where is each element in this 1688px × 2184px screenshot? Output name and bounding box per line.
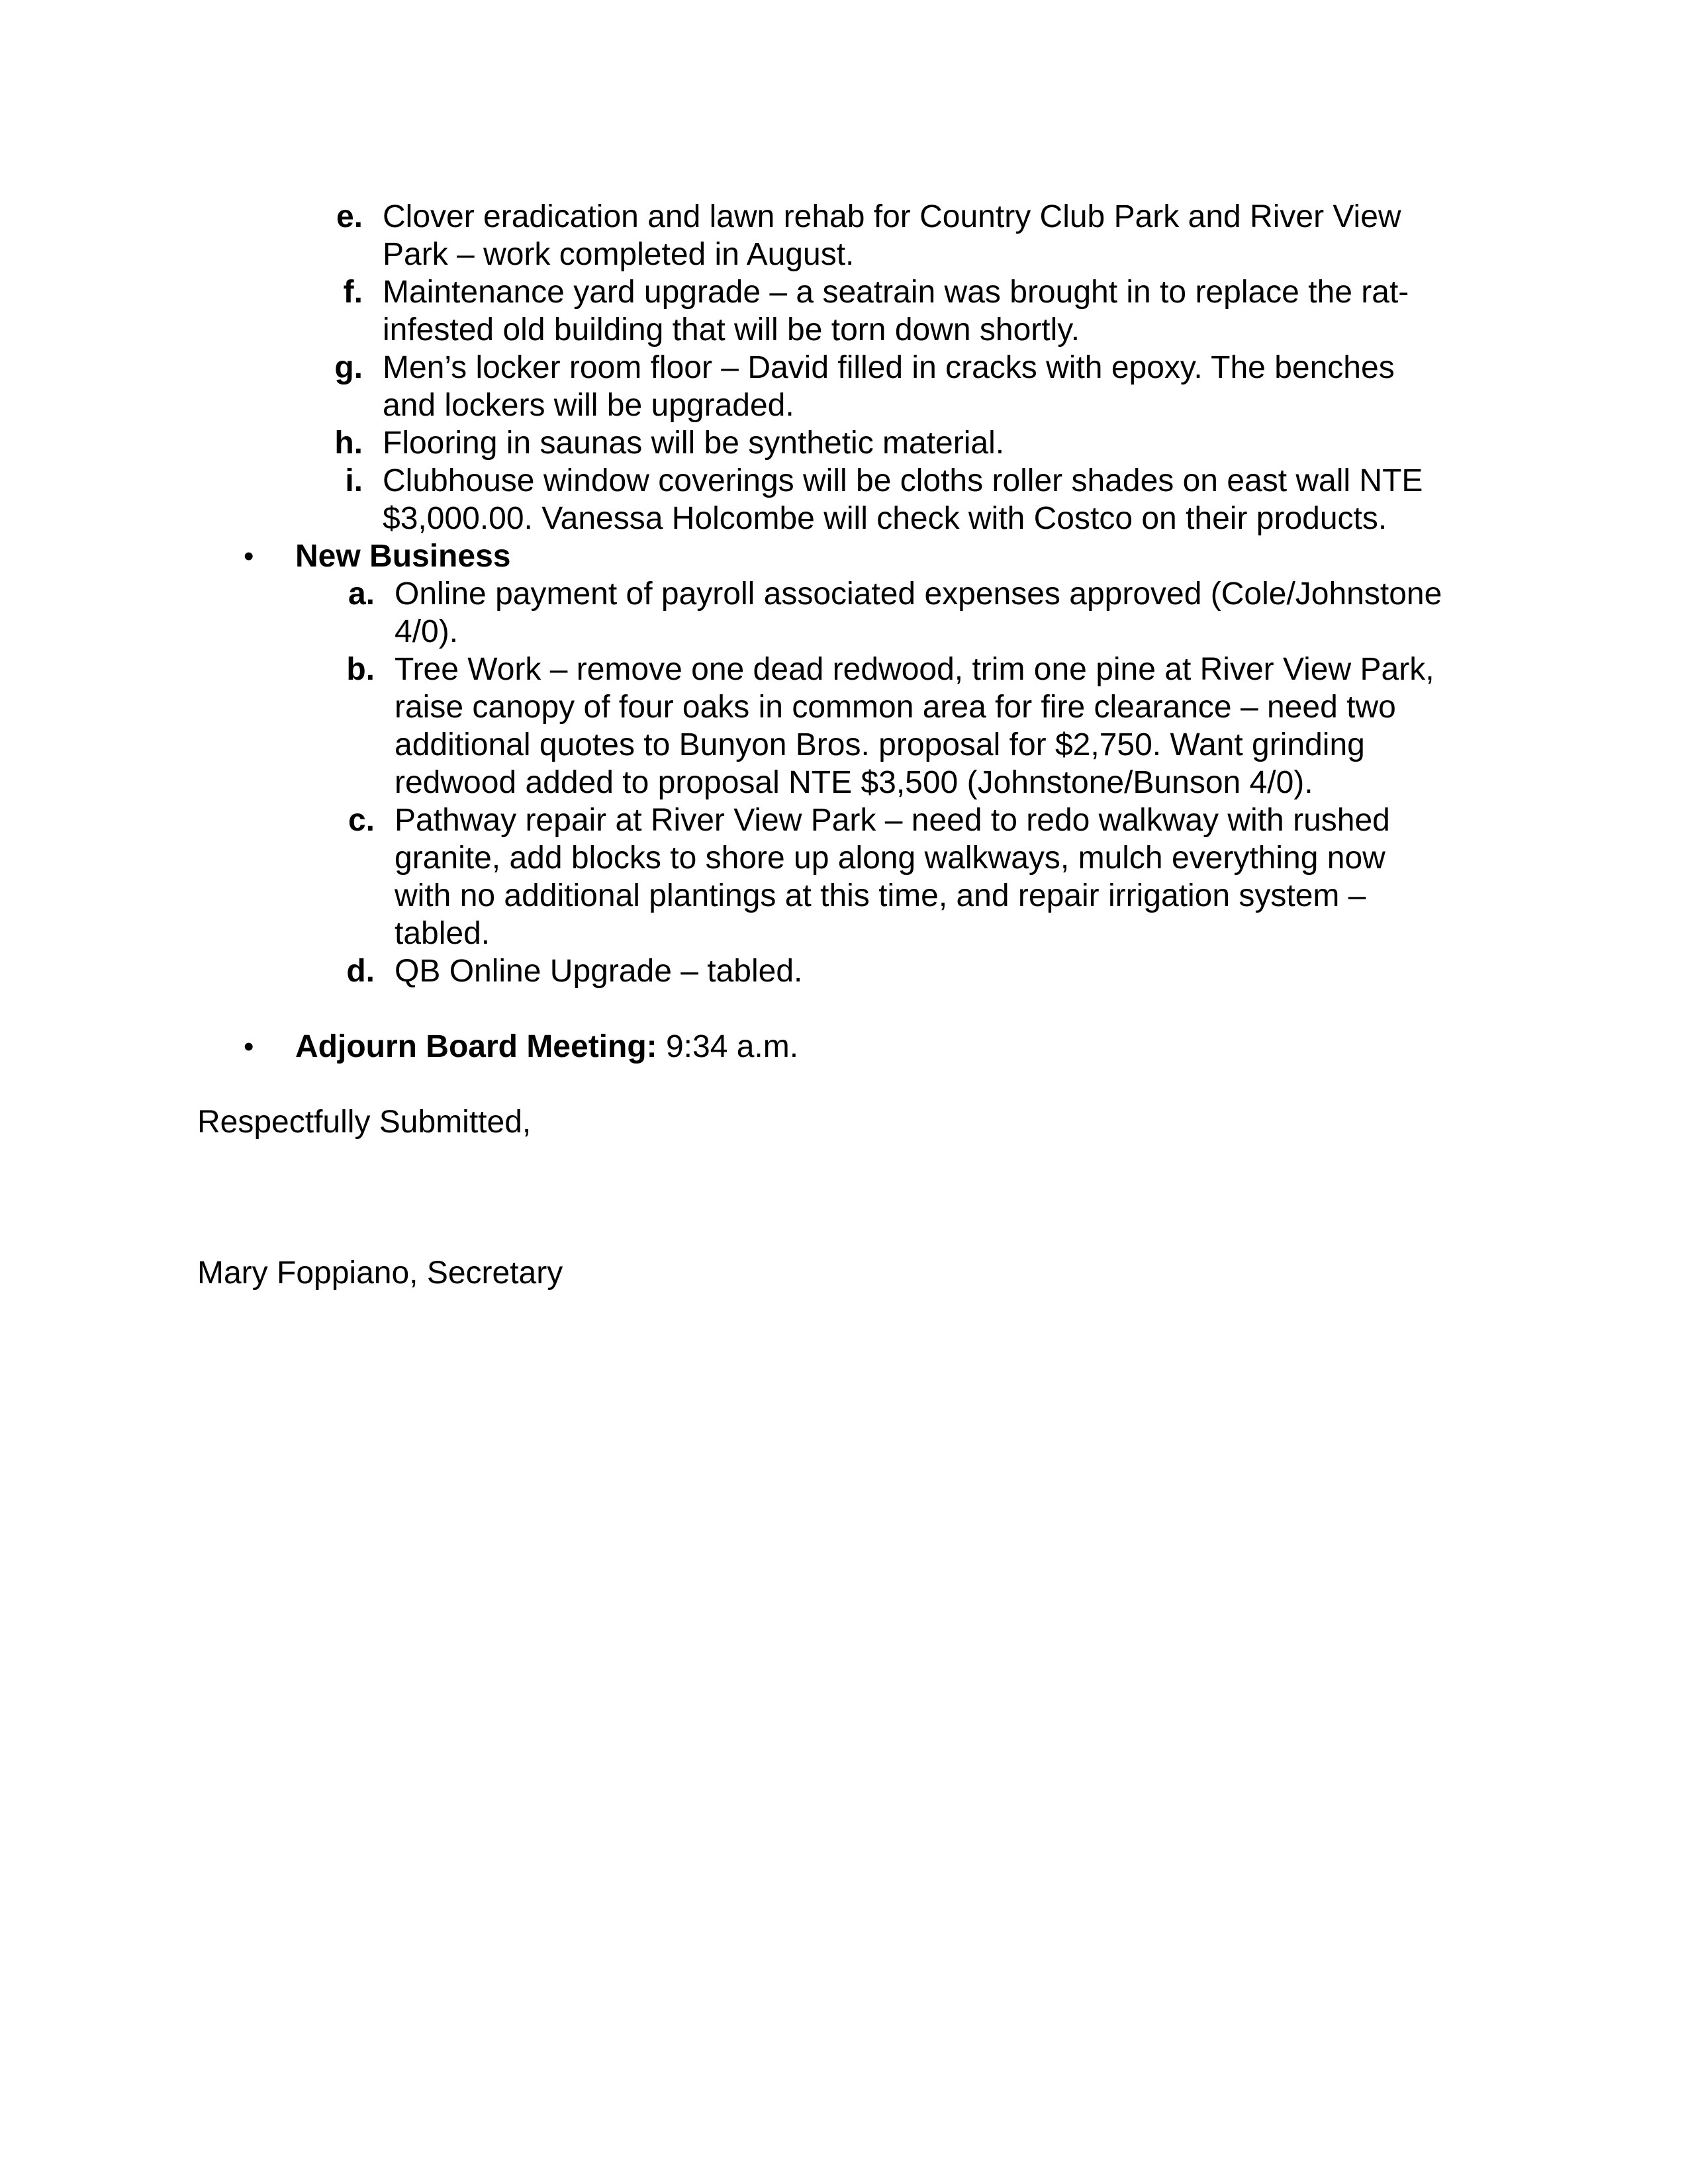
- item-text-line: with no additional plantings at this time, and repair irrigation system –: [395, 878, 1366, 913]
- item-letter: c.: [348, 803, 375, 838]
- item-text-line: redwood added to proposal NTE $3,500 (Johnstone/Bunson 4/0).: [395, 765, 1313, 800]
- item-text-line: Maintenance yard upgrade – a seatrain was brought in to replace the rat-: [383, 275, 1409, 310]
- item-letter: h.: [334, 426, 363, 461]
- item-text-line: QB Online Upgrade – tabled.: [395, 954, 803, 989]
- item-text-line: additional quotes to Bunyon Bros. proposal for $2,750. Want grinding: [395, 727, 1365, 762]
- item-letter: f.: [343, 275, 363, 310]
- item-text-line: Men’s locker room floor – David filled in cracks with epoxy. The benches: [383, 350, 1395, 385]
- item-text-line: infested old building that will be torn down shortly.: [383, 312, 1080, 347]
- bullet-icon: •: [244, 1030, 254, 1063]
- item-text-line: Park – work completed in August.: [383, 237, 855, 272]
- bullet-icon: •: [244, 540, 254, 572]
- new-business-heading: New Business: [295, 539, 511, 574]
- item-letter: e.: [336, 199, 363, 234]
- adjourn-line: [295, 1028, 798, 1066]
- closing-text: Respectfully Submitted,: [197, 1105, 532, 1140]
- item-text-line: Clubhouse window coverings will be cloths roller shades on east wall NTE: [383, 463, 1423, 498]
- item-text-line: 4/0).: [395, 614, 459, 649]
- item-text-line: Flooring in saunas will be synthetic material.: [383, 426, 1005, 461]
- item-text-line: granite, add blocks to shore up along walkways, mulch everything now: [395, 841, 1385, 876]
- item-text-line: tabled.: [395, 916, 491, 951]
- item-text-line: Clover eradication and lawn rehab for Country Club Park and River View: [383, 199, 1401, 234]
- item-text-line: Pathway repair at River View Park – need to redo walkway with rushed: [395, 803, 1390, 838]
- adjourn-time: 9:34 a.m.: [657, 1029, 799, 1064]
- item-text-line: Online payment of payroll associated expenses approved (Cole/Johnstone: [395, 576, 1442, 612]
- item-letter: b.: [346, 652, 375, 687]
- item-letter: d.: [346, 954, 375, 989]
- item-text-line: Tree Work – remove one dead redwood, trim one pine at River View Park,: [395, 652, 1434, 687]
- item-text-line: and lockers will be upgraded.: [383, 388, 794, 423]
- item-letter: a.: [348, 576, 375, 612]
- item-text-line: $3,000.00. Vanessa Holcombe will check with Costco on their products.: [383, 501, 1387, 536]
- signature-line: Mary Foppiano, Secretary: [197, 1255, 563, 1291]
- adjourn-label: Adjourn Board Meeting:: [295, 1029, 657, 1064]
- item-letter: g.: [334, 350, 363, 385]
- item-letter: i.: [345, 463, 363, 498]
- item-text-line: raise canopy of four oaks in common area for fire clearance – need two: [395, 690, 1396, 725]
